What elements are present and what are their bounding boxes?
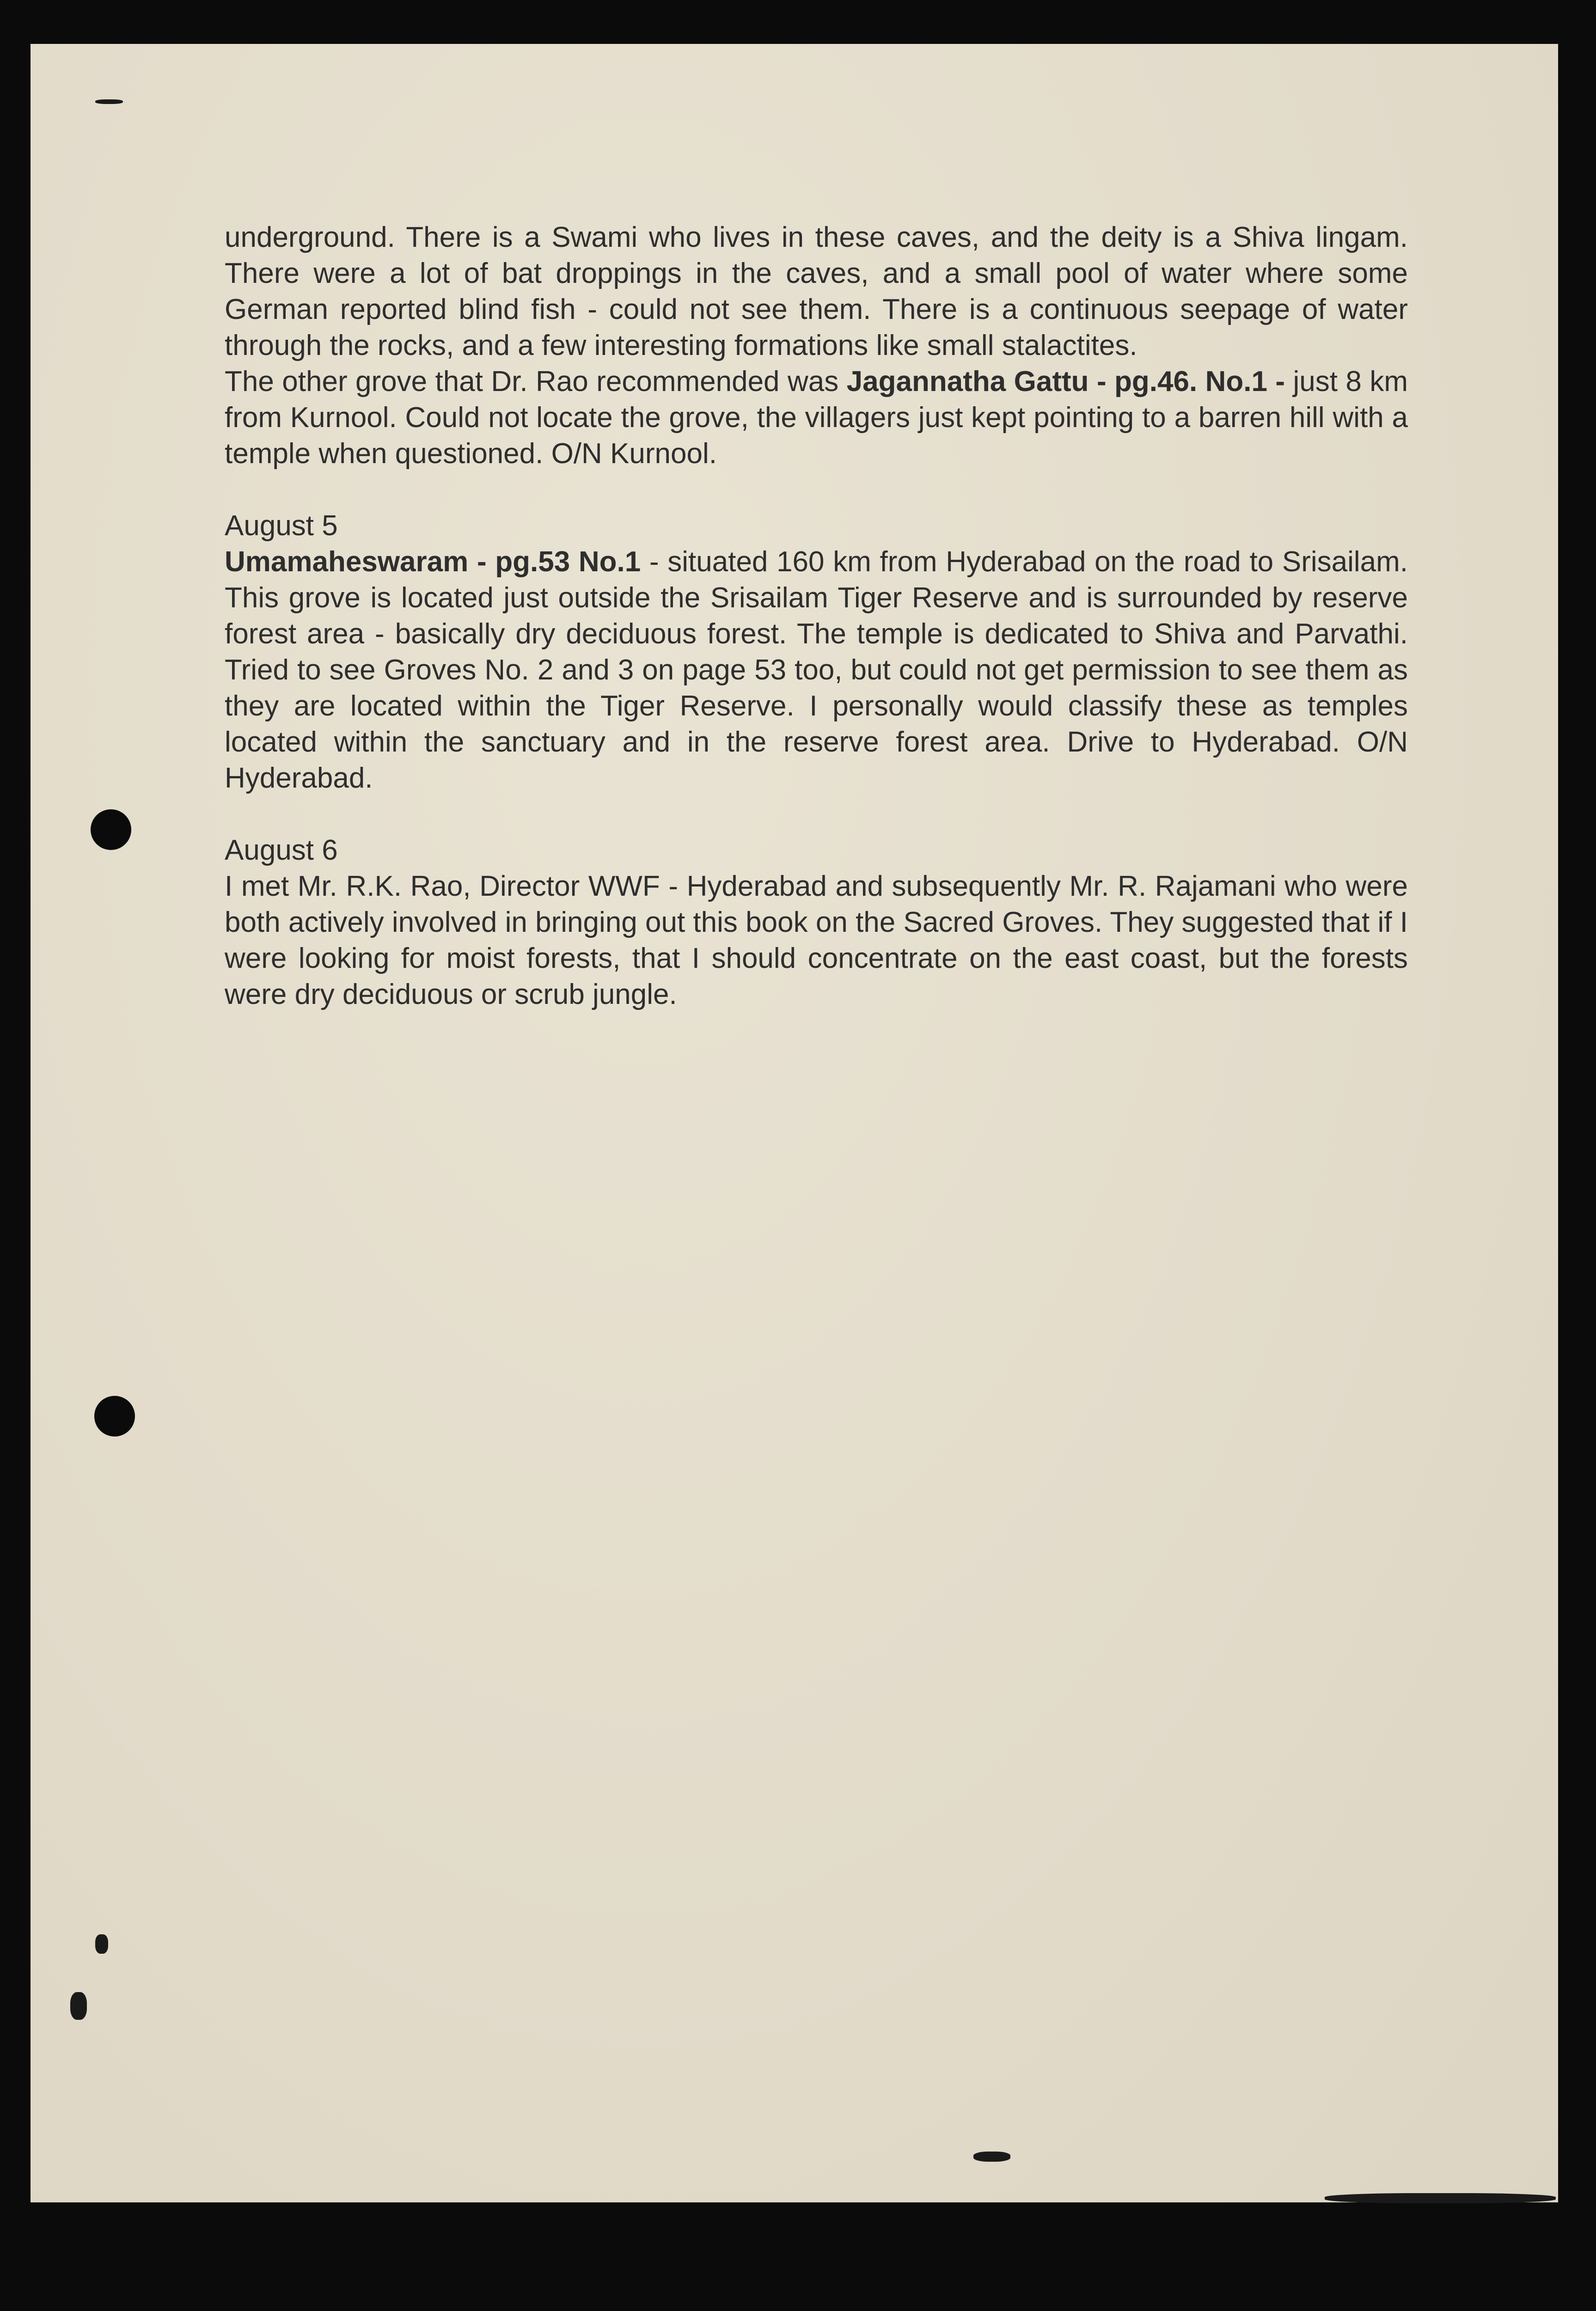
text-span: August 5 <box>225 510 338 542</box>
text-span: I met Mr. R.K. Rao, Director WWF - Hyderabad and subsequently Mr. R. Rajamani who were both actively involved in bringing out this book on the Sacred Groves. They suggested that if I were looking for moist forests, that I should concentrate on the east coast, but the forests were dry deciduous or scrub jungle. <box>225 870 1408 1010</box>
document-page <box>31 44 1558 2202</box>
punch-hole-upper <box>91 809 131 850</box>
paragraph <box>225 868 1408 1013</box>
document-body <box>225 220 1408 1013</box>
paragraph <box>225 364 1408 472</box>
paragraph <box>225 220 1408 364</box>
text-span: August 6 <box>225 834 338 866</box>
paragraph <box>225 544 1408 796</box>
text-span: just 8 km from Kurnool. Could not locate the grove, the villagers just kept pointing to a barren hill with a temple when questioned. O/N Kurnool. <box>225 366 1408 470</box>
paragraph <box>225 832 1408 868</box>
paragraph <box>225 508 1408 544</box>
ink-speck <box>973 2152 1010 2162</box>
punch-hole-lower <box>94 1396 135 1437</box>
ink-speck <box>70 1992 87 2020</box>
text-span: underground. There is a Swami who lives in these caves, and the deity is a Shiva lingam. There were a lot of bat droppings in the caves, and a small pool of water where some German reported blind fish - could not see them. There is a continuous seepage of water through the rocks, and a few interesting formations like small stalactites. <box>225 221 1408 361</box>
text-span: The other grove that Dr. Rao recommended was <box>225 366 847 397</box>
paragraph-gap <box>225 796 1408 832</box>
ink-speck <box>95 1934 108 1954</box>
text-span: - situated 160 km from Hyderabad on the road to Srisailam. This grove is located just outside the Srisailam Tiger Reserve and is surrounded by reserve forest area - basically dry deciduous forest. The temple is dedicated to Shiva and Parvathi. Tried to see Groves No. 2 and 3 on page 53 too, but could not get permission to see them as they are located within the Tiger Reserve. I personally would classify these as temples located within the sanctuary and in the reserve forest area. Drive to Hyderabad. O/N Hyderabad. <box>225 546 1408 794</box>
bold-reference: Umamaheswaram - pg.53 No.1 <box>225 546 641 578</box>
ink-speck <box>95 99 123 104</box>
paragraph-gap <box>225 472 1408 508</box>
bold-reference: Jagannatha Gattu - pg.46. No.1 - <box>846 366 1285 397</box>
ink-speck <box>1325 2193 1556 2203</box>
